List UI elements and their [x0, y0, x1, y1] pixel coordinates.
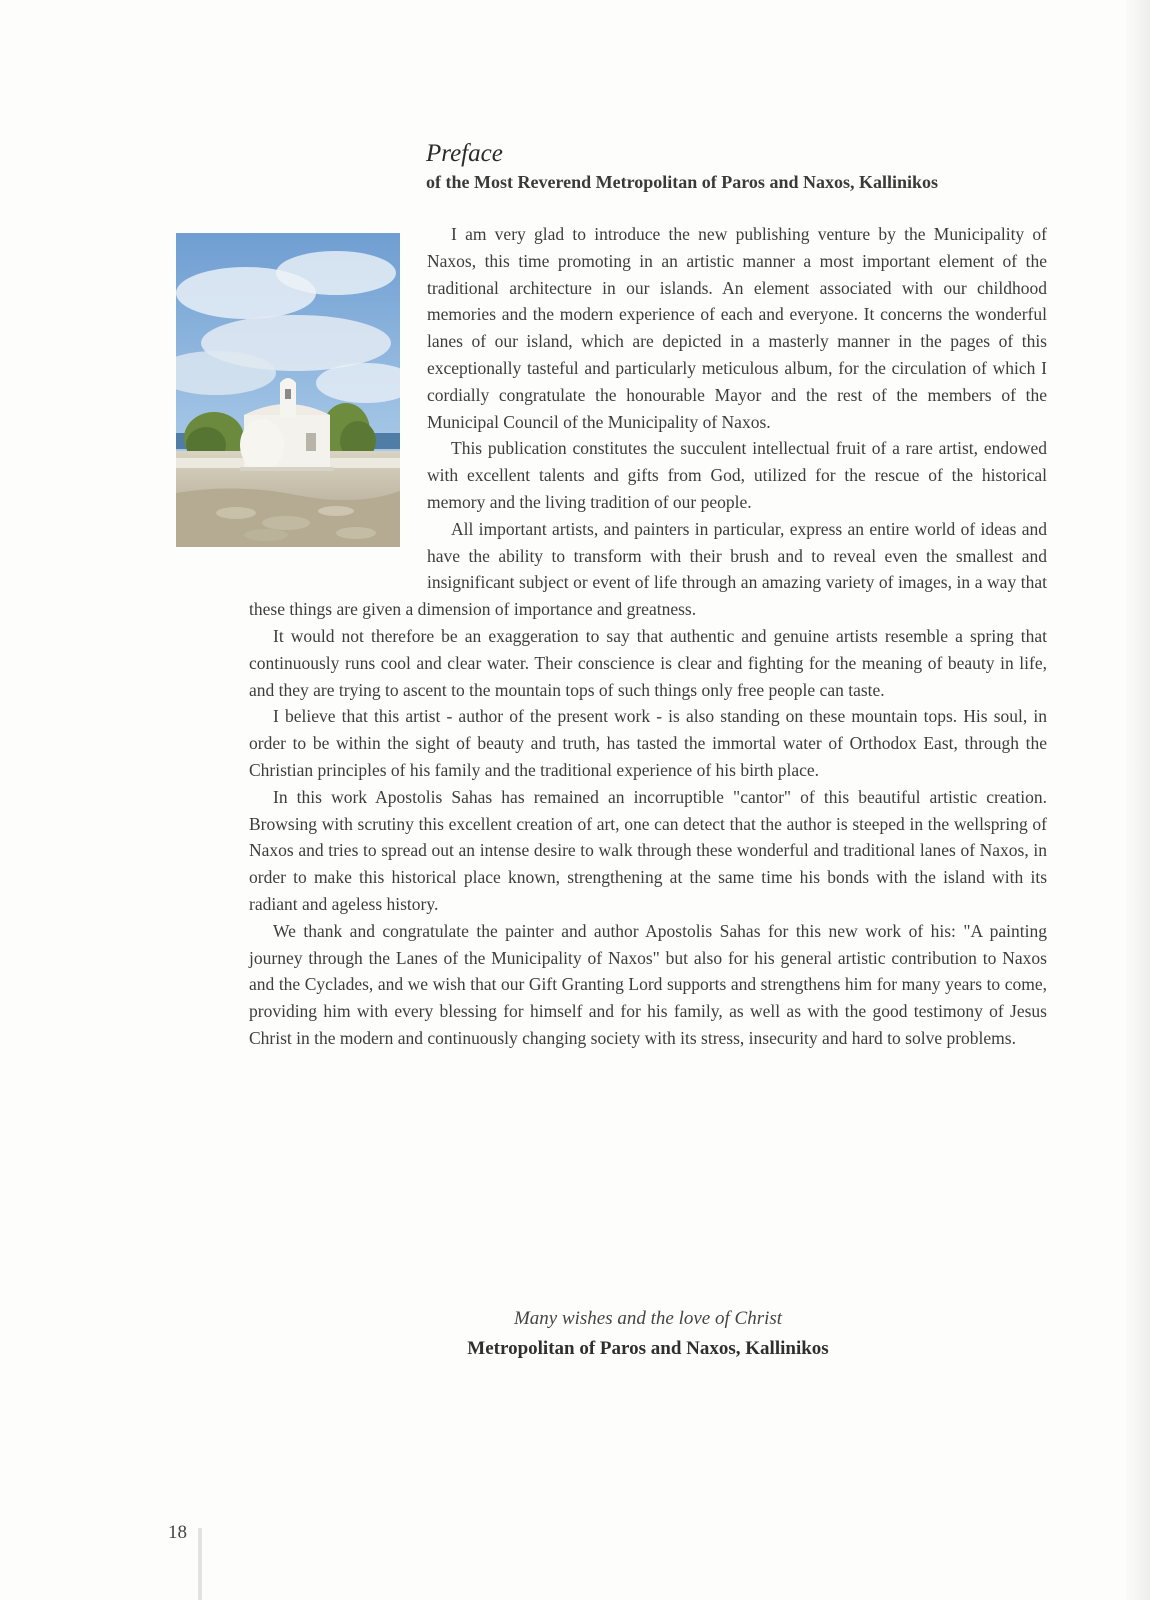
paragraph-4: It would not therefore be an exaggeration to say that authentic and genuine artists resemble a spring that continuously runs cool and clear water. Their conscience is clear and fighting for the meaning of beauty in life, and they are trying to ascent to the mountain tops of such things only free people can taste. — [249, 625, 1047, 700]
paragraph-6: In this work Apostolis Sahas has remained an incorruptible "cantor" of this beautiful artistic creation. Browsing with scrutiny this excellent creation of art, one can detect that the author is steeped in the wellspring of Naxos and tries to spread out an intense desire to walk through these wonderful and traditional lanes of Naxos, in order to make this historical place known, strengthening at the same time his bonds with the island with its radiant and ageless history. — [249, 786, 1047, 914]
page-number: 18 — [168, 1522, 187, 1543]
paragraph-7: We thank and congratulate the painter and author Apostolis Sahas for this new work of his: "A painting journey through the Lanes of the Municipality of Naxos" but also for his general artistic contribution to Naxos and the Cyclades, and we wish that our Gift Granting Lord supports and strengthens him for many years to come, providing him with every blessing for himself and for his family, as well as with the good testimony of Jesus Christ in the modern and continuously changing society with its stress, insecurity and hard to solve problems. — [249, 920, 1047, 1048]
preface-subtitle: of the Most Reverend Metropolitan of Paros and Naxos, Kallinikos — [426, 172, 938, 192]
image-wrap-spacer — [249, 221, 427, 576]
paragraph-5: I believe that this artist - author of the present work - is also standing on these mountain tops. His soul, in order to be within the sight of beauty and truth, has tasted the immortal water of Orthodox East, through the Christian principles of his family and the traditional experience of his birth place. — [249, 706, 1047, 780]
closing-signature: Metropolitan of Paros and Naxos, Kallinikos — [467, 1338, 829, 1359]
paragraph-1: I am very glad to introduce the new publishing venture by the Municipality of Naxos, this time promoting in an artistic manner a most important element of the traditional architecture in our islands. An element associated with our childhood memories and the modern experience of each and everyone. It concerns the wonderful lanes of our island, which are depicted in a masterly manner in the pages of this exceptionally tasteful and particularly meticulous album, for the circulation of which I cordially congratulate the honourable Mayor and the rest of the members of the Municipal Council of the Municipality of Naxos. — [427, 224, 1047, 432]
closing-wish: Many wishes and the love of Christ — [513, 1308, 783, 1329]
preface-heading — [426, 138, 1066, 194]
paragraph-2: This publication constitutes the succulent intellectual fruit of a rare artist, endowed with excellent talents and gifts from God, utilized for the rescue of the historical memory and the living tradition of our people. — [427, 438, 1047, 512]
page-edge-shadow — [1126, 0, 1150, 1600]
page-number-rule — [198, 1528, 202, 1600]
preface-body — [249, 221, 1047, 1052]
paragraph-3: All important artists, and painters in particular, express an entire world of ideas and have the ability to transform with their brush and to reveal even the smallest and insignificant subject or event of life through an amazing variety of images, in a way that these things are given a dimension of importance and greatness. — [249, 518, 1047, 620]
preface-title: Preface — [426, 140, 503, 167]
